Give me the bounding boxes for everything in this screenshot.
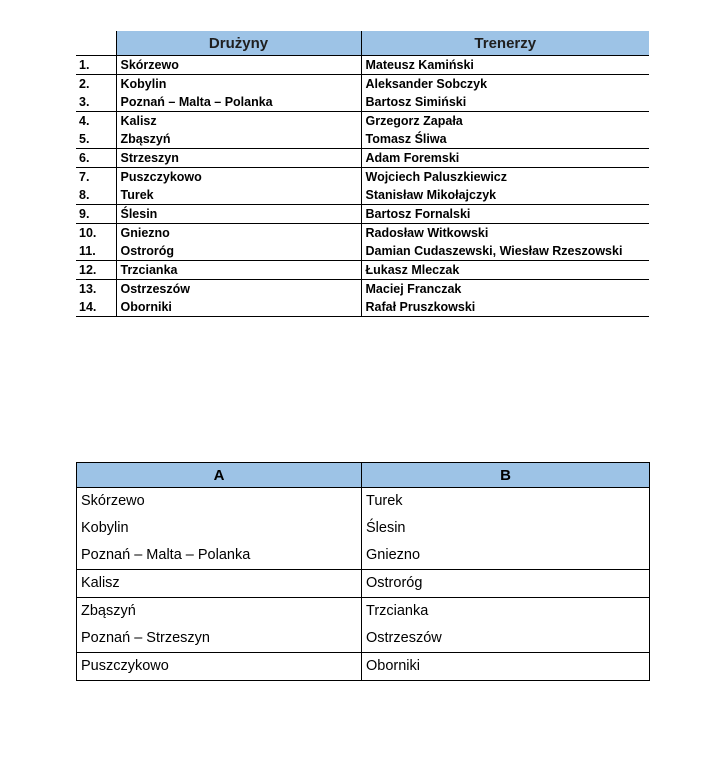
coach-name: Aleksander Sobczyk xyxy=(361,75,649,94)
coach-name: Adam Foremski xyxy=(361,149,649,168)
coach-name: Stanisław Mikołajczyk xyxy=(361,186,649,205)
group-b-team: Ostrzeszów xyxy=(362,625,650,653)
group-b-team: Ostroróg xyxy=(362,570,650,598)
row-number: 7. xyxy=(79,170,90,184)
coach-name: Damian Cudaszewski, Wiesław Rzeszowski xyxy=(361,242,649,261)
group-b-team: Trzcianka xyxy=(362,598,650,626)
groups-table-header-row xyxy=(77,463,650,488)
coach-name: Tomasz Śliwa xyxy=(361,130,649,149)
coach-name: Rafał Pruszkowski xyxy=(361,298,649,317)
team-name: Gniezno xyxy=(116,224,361,243)
row-number: 9. xyxy=(76,205,116,224)
teams-column-header: Drużyny xyxy=(116,31,361,56)
row-number: 2. xyxy=(79,77,90,91)
row-number: 5. xyxy=(76,130,116,149)
teams-coaches-table xyxy=(76,31,649,317)
row-number: 3. xyxy=(76,93,116,112)
row-number: 6. xyxy=(76,149,116,168)
table-row xyxy=(77,570,650,598)
row-number: 14. xyxy=(76,298,116,317)
group-a-team: Puszczykowo xyxy=(77,653,362,681)
group-a-team: Skórzewo xyxy=(77,488,362,516)
table-row xyxy=(76,112,649,131)
group-b-header: B xyxy=(362,463,650,488)
group-b-team: Turek xyxy=(362,488,650,516)
team-name: Ostrzeszów xyxy=(116,280,361,299)
group-b-team: Oborniki xyxy=(362,653,650,681)
coach-name: Grzegorz Zapała xyxy=(361,112,649,131)
row-number: 13. xyxy=(79,282,97,296)
team-name: Trzcianka xyxy=(116,261,361,280)
team-name: Ostroróg xyxy=(116,242,361,261)
group-a-team: Poznań – Malta – Polanka xyxy=(77,542,362,570)
team-name: Puszczykowo xyxy=(116,168,361,187)
table-row xyxy=(76,75,649,94)
team-name: Turek xyxy=(116,186,361,205)
coach-name: Bartosz Fornalski xyxy=(361,205,649,224)
coach-name: Bartosz Simiński xyxy=(361,93,649,112)
table-row xyxy=(77,515,650,542)
coach-name: Łukasz Mleczak xyxy=(361,261,649,280)
table-row xyxy=(76,261,649,280)
row-number: 11. xyxy=(76,242,116,261)
group-a-team: Poznań – Strzeszyn xyxy=(77,625,362,653)
coaches-column-header: Trenerzy xyxy=(361,31,649,56)
table-row xyxy=(77,653,650,681)
table-row xyxy=(76,56,649,75)
groups-table xyxy=(76,462,650,681)
team-name: Kobylin xyxy=(116,75,361,94)
team-name: Zbąszyń xyxy=(116,130,361,149)
table-row xyxy=(77,488,650,516)
table-row xyxy=(76,298,649,317)
table-row xyxy=(76,242,649,261)
group-a-team: Kalisz xyxy=(77,570,362,598)
table-row xyxy=(77,542,650,570)
row-number: 10. xyxy=(79,226,97,240)
group-a-team: Kobylin xyxy=(77,515,362,542)
table-row xyxy=(77,598,650,626)
row-number: 12. xyxy=(76,261,116,280)
team-name: Ślesin xyxy=(116,205,361,224)
coach-name: Radosław Witkowski xyxy=(361,224,649,243)
team-name: Strzeszyn xyxy=(116,149,361,168)
group-a-header: A xyxy=(77,463,362,488)
team-name: Kalisz xyxy=(116,112,361,131)
team-name: Skórzewo xyxy=(116,56,361,75)
coach-name: Maciej Franczak xyxy=(361,280,649,299)
group-b-team: Gniezno xyxy=(362,542,650,570)
table-row xyxy=(77,625,650,653)
number-column-header xyxy=(76,31,116,56)
row-number: 1. xyxy=(76,56,116,75)
table-row xyxy=(76,93,649,112)
table-row xyxy=(76,168,649,187)
table-row xyxy=(76,205,649,224)
coach-name: Mateusz Kamiński xyxy=(361,56,649,75)
table-row xyxy=(76,224,649,243)
team-name: Poznań – Malta – Polanka xyxy=(116,93,361,112)
table-row xyxy=(76,280,649,299)
row-number: 4. xyxy=(79,114,90,128)
table-row xyxy=(76,149,649,168)
group-b-team: Ślesin xyxy=(362,515,650,542)
table-row xyxy=(76,186,649,205)
team-name: Oborniki xyxy=(116,298,361,317)
coach-name: Wojciech Paluszkiewicz xyxy=(361,168,649,187)
table-row xyxy=(76,130,649,149)
group-a-team: Zbąszyń xyxy=(77,598,362,626)
row-number: 8. xyxy=(76,186,116,205)
teams-table-header-row xyxy=(76,31,649,56)
